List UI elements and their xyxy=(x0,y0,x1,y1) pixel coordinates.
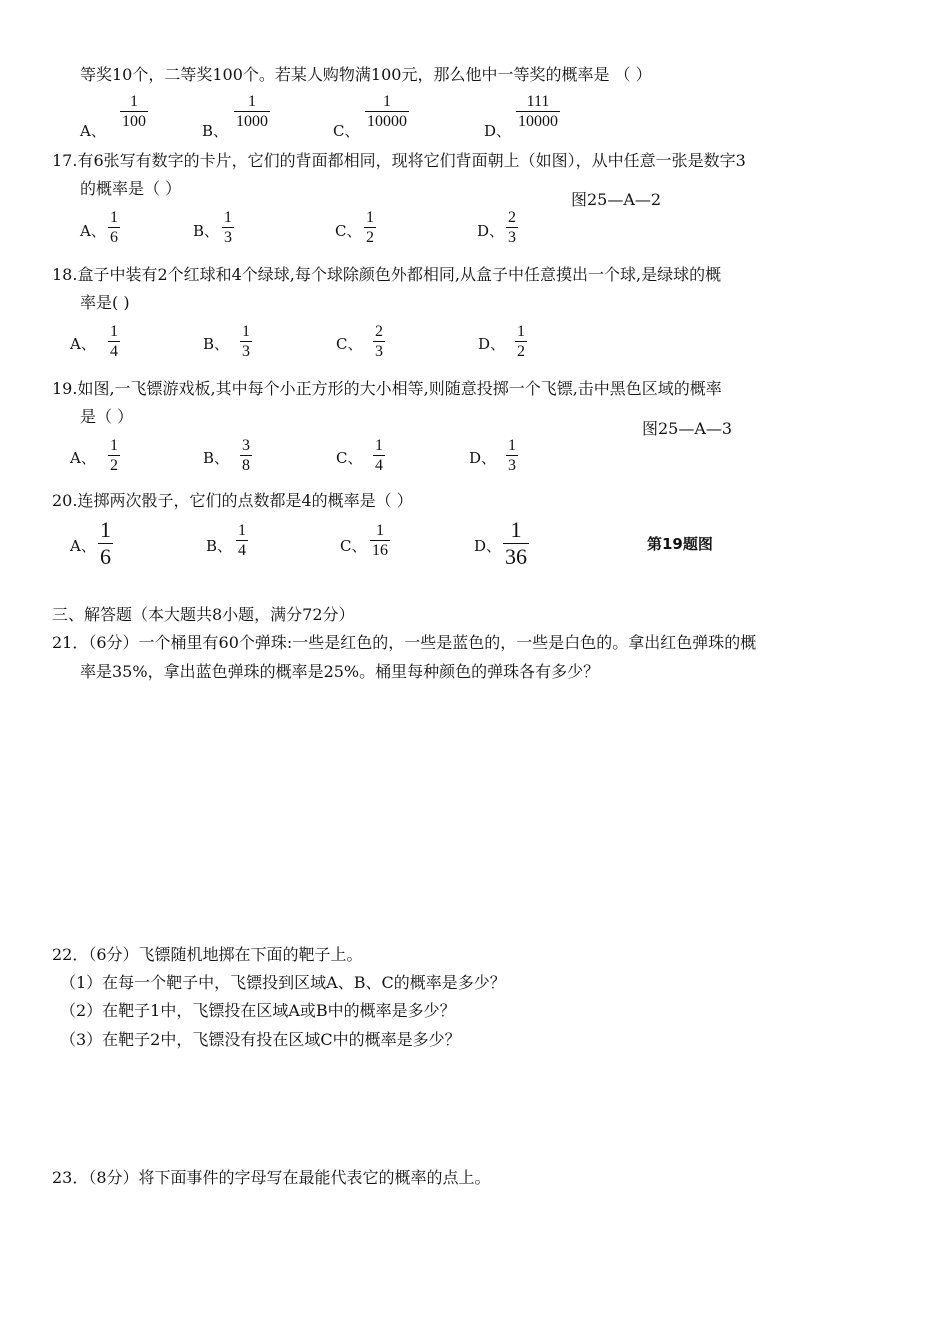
q20-option-a-label: A、 xyxy=(70,537,96,555)
numerator: 1 xyxy=(110,323,118,340)
q17-option-a-label: A、 xyxy=(80,222,106,240)
q19-option-b-fraction xyxy=(240,436,252,475)
q19-line2: 是（ ） xyxy=(80,407,134,426)
q16-option-c-label: C、 xyxy=(333,122,360,140)
q21-line2: 率是35%，拿出蓝色弹珠的概率是25%。桶里每种颜色的弹珠各有多少？ xyxy=(80,662,600,681)
q17-option-b-fraction xyxy=(222,208,234,247)
denominator: 36 xyxy=(505,544,527,569)
section3-heading: 三、解答题（本大题共8小题，满分72分） xyxy=(52,605,355,624)
numerator: 1 xyxy=(376,522,384,539)
q18-option-a-fraction xyxy=(108,322,120,361)
q20-option-b-fraction xyxy=(236,521,248,560)
q17-figure-label: 图25—A—2 xyxy=(571,190,662,209)
q22-sub2: （2）在靶子1中，飞镖投在区域A或B中的概率是多少？ xyxy=(60,1001,456,1020)
numerator: 1 xyxy=(100,517,111,542)
q19-figure-caption: 第19题图 xyxy=(647,535,713,553)
numerator: 1 xyxy=(510,517,522,542)
q20-line1: 20.连掷两次骰子，它们的点数都是4的概率是（ ） xyxy=(52,491,413,510)
denominator: 2 xyxy=(366,229,374,246)
q20-option-d-label: D、 xyxy=(474,537,502,555)
numerator: 1 xyxy=(110,437,118,454)
q16-option-a-fraction xyxy=(120,92,148,131)
numerator: 1 xyxy=(130,93,138,110)
q16-text: 等奖10个，二等奖100个。若某人购物满100元，那么他中一等奖的概率是 （ ） xyxy=(80,65,652,84)
q21-line1: 21．（6分）一个桶里有60个弹珠:一些是红色的，一些是蓝色的，一些是白色的。拿出红色弹珠的概 xyxy=(52,633,757,652)
q16-option-b-fraction xyxy=(234,92,270,131)
q18-option-c-fraction xyxy=(373,322,385,361)
q17-line2: 的概率是（ ） xyxy=(80,179,182,198)
q16-option-b-label: B、 xyxy=(202,122,229,140)
numerator: 1 xyxy=(375,437,383,454)
denominator: 100 xyxy=(122,113,146,130)
q19-option-a-fraction xyxy=(108,436,120,475)
denominator: 3 xyxy=(242,343,250,360)
q18-option-b-fraction xyxy=(240,322,252,361)
q22-sub3: （3）在靶子2中，飞镖没有投在区域C中的概率是多少？ xyxy=(60,1030,461,1049)
numerator: 2 xyxy=(508,209,516,226)
numerator: 1 xyxy=(383,93,391,110)
numerator: 1 xyxy=(238,522,246,539)
denominator: 6 xyxy=(110,229,118,246)
denominator: 16 xyxy=(372,542,388,559)
q20-option-c-label: C、 xyxy=(340,537,367,555)
denominator: 4 xyxy=(110,343,118,360)
q19-option-a-label: A、 xyxy=(70,449,96,467)
q17-option-c-fraction xyxy=(364,208,376,247)
denominator: 4 xyxy=(238,542,246,559)
q19-option-d-label: D、 xyxy=(469,449,497,467)
numerator: 1 xyxy=(248,93,256,110)
numerator: 1 xyxy=(366,209,374,226)
denominator: 2 xyxy=(517,343,525,360)
q18-option-a-label: A、 xyxy=(70,335,96,353)
denominator: 3 xyxy=(508,229,516,246)
q19-option-c-label: C、 xyxy=(336,449,363,467)
q17-option-c-label: C、 xyxy=(335,222,362,240)
q19-option-c-fraction xyxy=(373,436,385,475)
q17-line1: 17.有6张写有数字的卡片，它们的背面都相同，现将它们背面朝上（如图），从中任意一张是数字3 xyxy=(52,151,746,170)
denominator: 3 xyxy=(375,343,383,360)
q22-line1: 22．（6分）飞镖随机地掷在下面的靶子上。 xyxy=(52,945,363,964)
q20-option-c-fraction xyxy=(370,521,390,560)
denominator: 10000 xyxy=(367,113,407,130)
numerator: 1 xyxy=(242,323,250,340)
q20-option-a-fraction xyxy=(98,517,113,570)
q23-line1: 23．（8分）将下面事件的字母写在最能代表它的概率的点上。 xyxy=(52,1168,491,1187)
q17-option-d-fraction xyxy=(506,208,518,247)
numerator: 1 xyxy=(517,323,525,340)
q18-option-b-label: B、 xyxy=(203,335,230,353)
q20-option-d-fraction xyxy=(503,517,529,570)
denominator: 2 xyxy=(110,457,118,474)
q16-option-d-label: D、 xyxy=(484,122,512,140)
denominator: 1000 xyxy=(236,113,268,130)
q18-option-d-label: D、 xyxy=(478,335,506,353)
denominator: 8 xyxy=(242,457,250,474)
numerator: 2 xyxy=(375,323,383,340)
numerator: 111 xyxy=(526,93,550,110)
q19-line1: 19.如图,一飞镖游戏板,其中每个小正方形的大小相等,则随意投掷一个飞镖,击中黑色区域的概率 xyxy=(52,379,722,398)
q18-option-d-fraction xyxy=(515,322,527,361)
denominator: 3 xyxy=(224,229,232,246)
numerator: 1 xyxy=(110,209,118,226)
q19-figure-label: 图25—A—3 xyxy=(642,419,733,438)
q18-option-c-label: C、 xyxy=(336,335,363,353)
q17-option-b-label: B、 xyxy=(193,222,220,240)
q18-line2: 率是( ) xyxy=(80,293,130,312)
q16-option-d-fraction xyxy=(516,92,560,131)
denominator: 10000 xyxy=(518,113,558,130)
q22-sub1: （1）在每一个靶子中，飞镖投到区域A、B、C的概率是多少？ xyxy=(60,973,506,992)
q19-option-d-fraction xyxy=(506,436,518,475)
q18-line1: 18.盒子中装有2个红球和4个绿球,每个球除颜色外都相同,从盒子中任意摸出一个球,是绿球的概 xyxy=(52,265,722,284)
q19-option-b-label: B、 xyxy=(203,449,230,467)
numerator: 1 xyxy=(508,437,516,454)
denominator: 6 xyxy=(100,544,111,569)
denominator: 3 xyxy=(508,457,516,474)
q20-option-b-label: B、 xyxy=(206,537,233,555)
q16-option-c-fraction xyxy=(365,92,409,131)
q17-option-d-label: D、 xyxy=(477,222,505,240)
numerator: 1 xyxy=(224,209,232,226)
denominator: 4 xyxy=(375,457,383,474)
numerator: 3 xyxy=(242,437,250,454)
q16-option-a-label: A、 xyxy=(80,122,106,140)
q17-option-a-fraction xyxy=(108,208,120,247)
